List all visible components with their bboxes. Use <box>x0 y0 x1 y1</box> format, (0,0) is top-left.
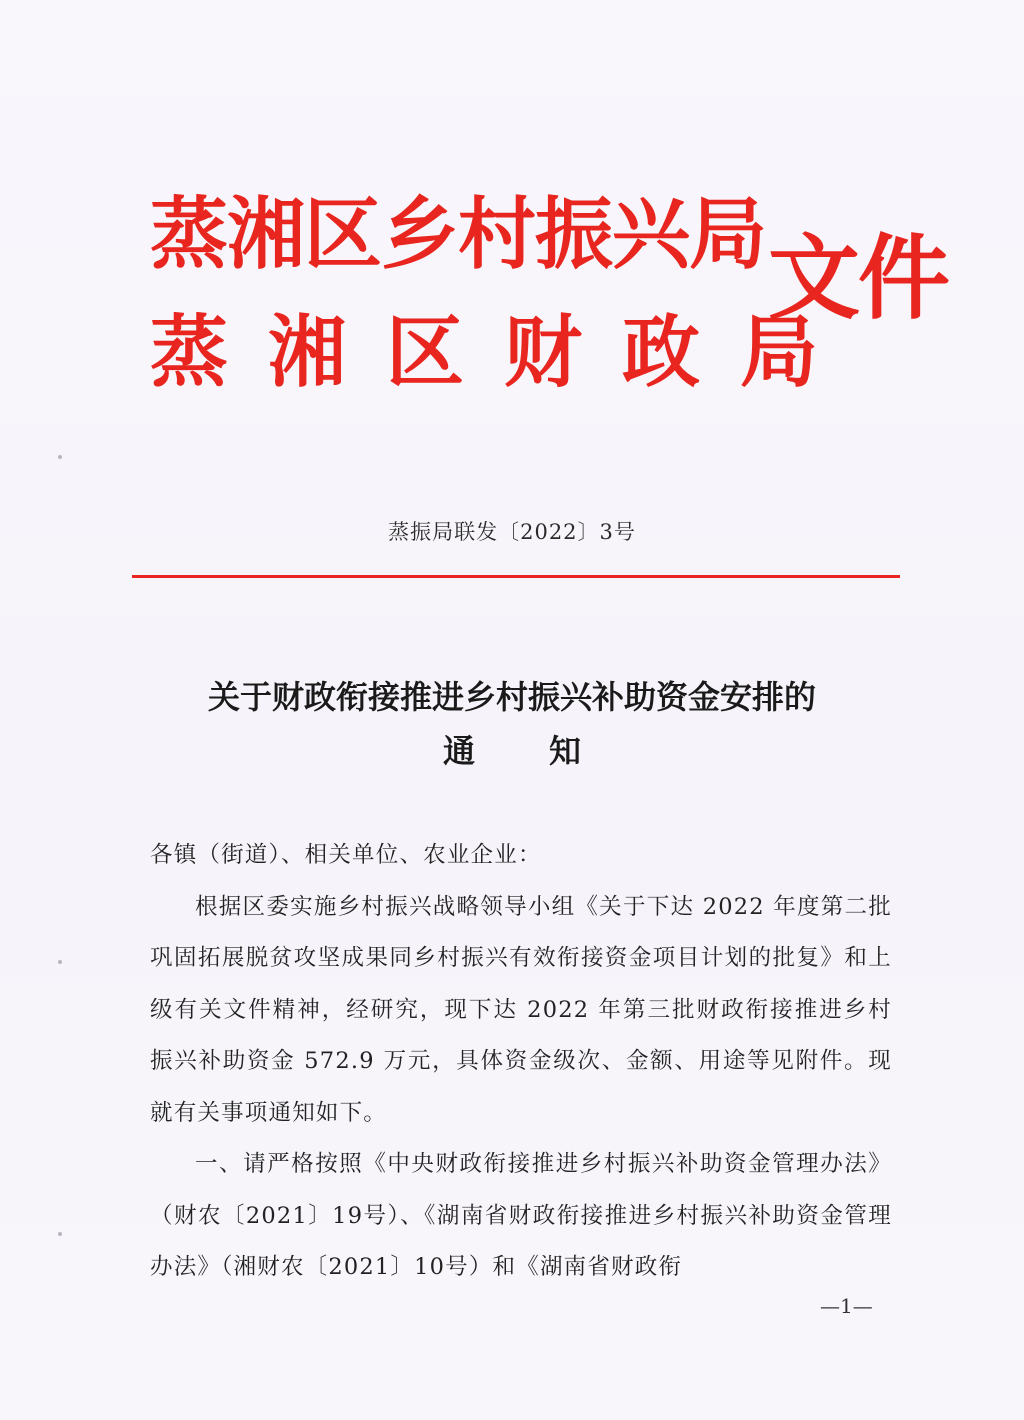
red-divider-line <box>132 575 900 578</box>
document-header-suffix: 文件 <box>768 224 949 332</box>
document-title-line-2: 通知 <box>442 732 655 770</box>
body-paragraph-1: 根据区委实施乡村振兴战略领导小组《关于下达 2022 年度第二批巩固拓展脱贫攻坚成果同乡村振兴有效衔接资金项目计划的批复》和上级有关文件精神，经研究，现下达 2022 年第三批财政衔接推进乡村振兴补助资金 572.9 万元，具体资金级次、金额、用途等见附件。现就有关事项通知如下。 <box>150 893 892 1126</box>
document-body <box>150 830 892 1294</box>
issuing-org-line-1: 蒸湘区乡村振兴局 <box>150 189 767 280</box>
document-number: 蒸振局联发〔2022〕3号 <box>388 520 636 544</box>
issuing-org-line-2: 蒸湘区财政局 <box>150 307 859 398</box>
page-number: —1— <box>820 1294 873 1318</box>
salutation: 各镇（街道）、相关单位、农业企业： <box>150 842 542 868</box>
binding-hole-mark <box>58 960 62 964</box>
binding-hole-mark <box>58 1232 62 1236</box>
document-title-line-1: 关于财政衔接推进乡村振兴补助资金安排的 <box>207 678 816 716</box>
binding-hole-mark <box>58 455 62 459</box>
body-paragraph-2: 一、请严格按照《中央财政衔接推进乡村振兴补助资金管理办法》（财农〔2021〕19号）、《湖南省财政衔接推进乡村振兴补助资金管理办法》（湘财农〔2021〕10号）和《湖南省财政衔 <box>150 1151 892 1280</box>
